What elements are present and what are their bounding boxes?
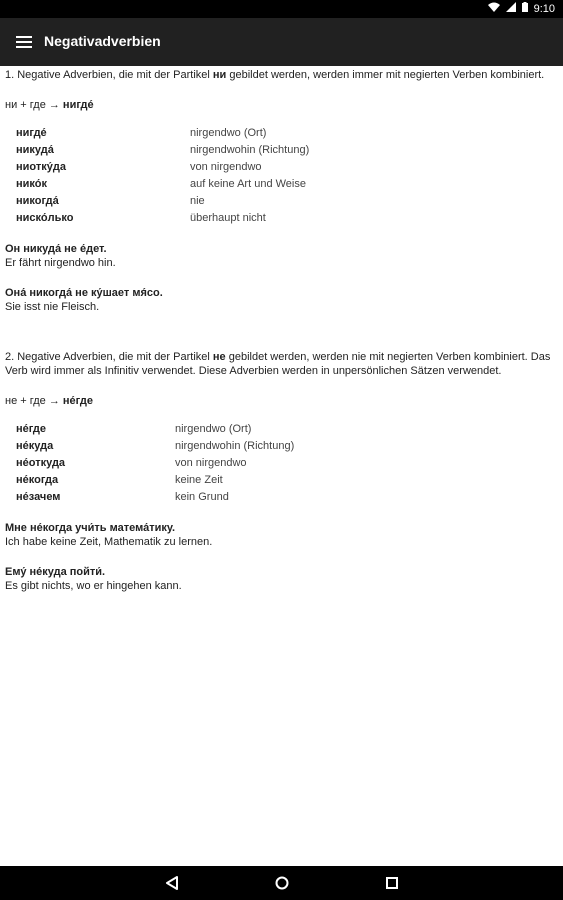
meaning: nirgendwohin (Richtung) xyxy=(190,143,310,156)
table-row xyxy=(16,158,557,175)
particle-ne: не xyxy=(212,351,226,363)
table-row xyxy=(16,175,557,192)
table-row xyxy=(16,420,557,437)
example-russian: Он никуда́ не е́дет. xyxy=(5,243,107,255)
adverb: никуда́ xyxy=(16,143,54,156)
example-german: Er fährt nirgendwo hin. xyxy=(5,257,116,269)
meaning: kein Grund xyxy=(175,490,229,503)
battery-icon xyxy=(522,2,528,15)
section1-formula: ни + где → нигде́ xyxy=(5,99,94,111)
example-german: Es gibt nichts, wo er hingehen kann. xyxy=(5,580,182,592)
example-german: Sie isst nie Fleisch. xyxy=(5,301,100,313)
section1-intro: 1. Negative Adverbien, die mit der Partikel ни gebildet werden, werden immer mit negierten Verben kombiniert. xyxy=(5,69,545,81)
section2-intro: 2. Negative Adverbien, die mit der Partikel не gebildet werden, werden nie mit negierten Verben kombiniert. Das Verb wird immer als Infinitiv verwendet. Diese Adverbien werden in unpersönlichen Sätzen verwendet. xyxy=(5,351,551,377)
app-bar xyxy=(0,18,563,66)
adverb: не́зачем xyxy=(16,490,61,503)
table-row xyxy=(16,437,557,454)
status-time: 9:10 xyxy=(533,2,555,15)
meaning: keine Zeit xyxy=(175,473,223,486)
adverb: не́откуда xyxy=(16,456,66,469)
particle-ni: ни xyxy=(212,69,227,81)
meaning: von nirgendwo xyxy=(190,160,262,173)
meaning: nirgendwohin (Richtung) xyxy=(175,439,295,452)
status-bar xyxy=(0,0,563,18)
meaning: von nirgendwo xyxy=(175,456,247,469)
meaning: nirgendwo (Ort) xyxy=(190,126,267,139)
adverb: не́где xyxy=(16,422,47,435)
example-german: Ich habe keine Zeit, Mathematik zu lernen. xyxy=(5,536,213,548)
table-row xyxy=(16,124,557,141)
page-title: Negativadverbien xyxy=(44,33,161,49)
section2-formula: не + где → не́где xyxy=(5,395,93,407)
adverb: ниотку́да xyxy=(16,160,66,173)
table-row xyxy=(16,141,557,158)
hamburger-menu-icon[interactable] xyxy=(12,30,36,54)
adverb: нигде́ xyxy=(16,126,47,139)
table-row xyxy=(16,471,557,488)
cell-signal-icon xyxy=(506,2,516,15)
section2-table xyxy=(16,420,557,505)
section1-table xyxy=(16,124,557,226)
table-row xyxy=(16,192,557,209)
adverb: не́когда xyxy=(16,473,59,486)
table-row xyxy=(16,454,557,471)
example-russian: Ему́ не́куда пойти́. xyxy=(5,566,106,578)
adverb: не́куда xyxy=(16,439,54,452)
back-icon[interactable] xyxy=(162,873,182,893)
meaning: auf keine Art und Weise xyxy=(190,177,306,190)
main-content xyxy=(5,66,557,866)
adverb: ниско́лько xyxy=(16,211,74,224)
navigation-bar xyxy=(0,866,563,900)
table-row xyxy=(16,488,557,505)
table-row xyxy=(16,209,557,226)
example-russian: Мне не́когда учи́ть матема́тику. xyxy=(5,522,176,534)
recents-icon[interactable] xyxy=(382,873,402,893)
home-icon[interactable] xyxy=(272,873,292,893)
meaning: nie xyxy=(190,194,205,207)
wifi-icon xyxy=(488,2,500,15)
adverb: никогда́ xyxy=(16,194,59,207)
meaning: überhaupt nicht xyxy=(190,211,266,224)
adverb: нико́к xyxy=(16,177,47,190)
status-icons xyxy=(488,2,555,15)
example-russian: Она́ никогда́ не ку́шает мя́со. xyxy=(5,287,163,299)
meaning: nirgendwo (Ort) xyxy=(175,422,252,435)
